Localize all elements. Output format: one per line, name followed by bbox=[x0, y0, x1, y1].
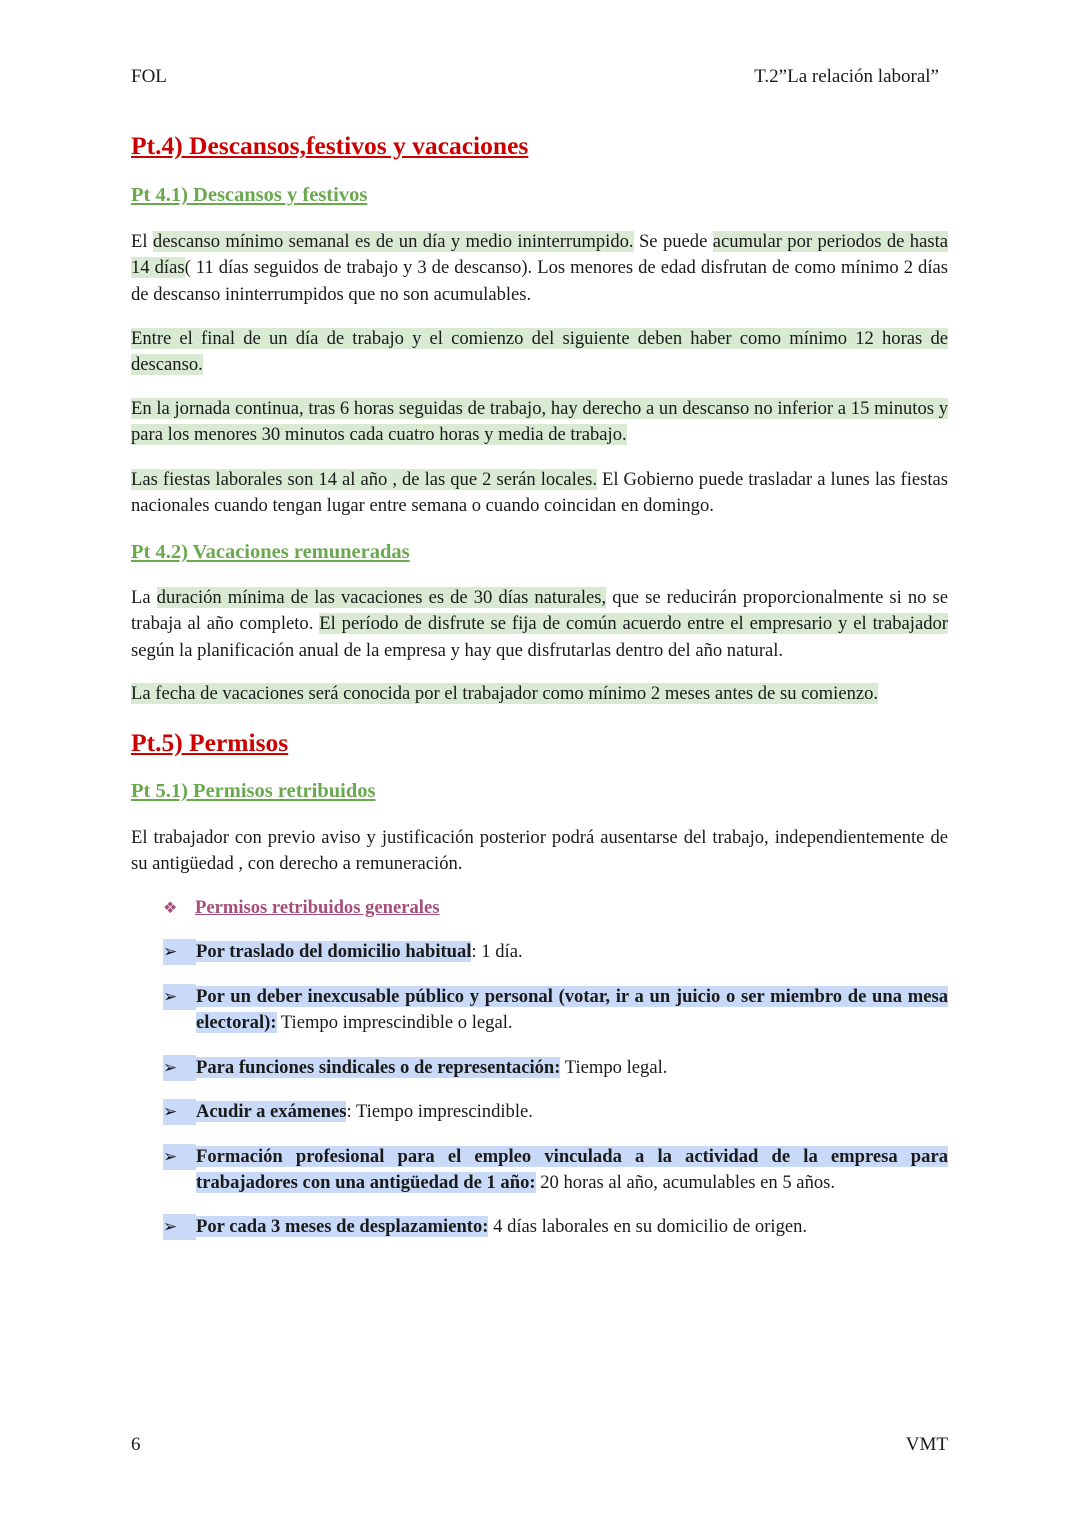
paragraph-vacation-notice bbox=[131, 681, 948, 707]
subsection-4-1-title: Pt 4.1) Descansos y festivos bbox=[131, 184, 368, 206]
item-value: : Tiempo imprescindible. bbox=[346, 1101, 533, 1122]
item-label: Acudir a exámenes bbox=[196, 1101, 347, 1122]
list-item bbox=[163, 1099, 948, 1125]
subsection-4-2-title: Pt 4.2) Vacaciones remuneradas bbox=[131, 541, 410, 563]
item-value: Tiempo legal. bbox=[560, 1057, 668, 1078]
item-value: Tiempo imprescindible o legal. bbox=[276, 1012, 513, 1034]
highlight: duración mínima de las vacaciones es de 30 días naturales, bbox=[156, 587, 607, 608]
paragraph-vacation-duration: La duración mínima de las vacaciones es de 30 días naturales, que se reducirán proporcionalmente si no se trabaja al año completo. El período de disfrute se fija de común acuerdo entre el empresario y el trabajador según la planificación anual de la empresa y hay que disfrutarlas dentro del año natural. bbox=[131, 587, 948, 661]
paragraph-holidays: Las fiestas laborales son 14 al año , de las que 2 serán locales. El Gobierno puede trasladar a lunes las fiestas nacionales cuando tengan lugar entre semana o cuando coincidan en domingo. bbox=[131, 469, 948, 517]
list-item bbox=[163, 1144, 948, 1197]
highlight: Las fiestas laborales son 14 al año , de las que 2 serán locales. bbox=[131, 469, 597, 490]
header-topic: T.2”La relación laboral” bbox=[754, 66, 939, 87]
item-value: 20 horas al año, acumulables en 5 años. bbox=[535, 1172, 836, 1194]
paragraph-weekly-rest: El descanso mínimo semanal es de un día y medio ininterrumpido. Se puede acumular por periodos de hasta 14 días( 11 días seguidos de trabajo y 3 de descanso). Los menores de edad disfrutan de como mínimo 2 días de descanso ininterrumpidos que no son acumulables. bbox=[131, 231, 948, 305]
item-label: Para funciones sindicales o de representación: bbox=[196, 1057, 561, 1078]
list-item bbox=[163, 1055, 948, 1081]
item-value: 4 días laborales en su domicilio de origen. bbox=[488, 1216, 808, 1237]
highlight: En la jornada continua, tras 6 horas seguidas de trabajo, hay derecho a un descanso no inferior a 15 minutos y para los menores 30 minutos cada cuatro horas y media de trabajo. bbox=[131, 398, 948, 446]
document-page bbox=[131, 0, 948, 1525]
arrow-bullet-icon: ➢ bbox=[163, 1144, 196, 1170]
highlight: La fecha de vacaciones será conocida por el trabajador como mínimo 2 meses antes de su comienzo. bbox=[131, 683, 879, 704]
paragraph-permits-intro: El trabajador con previo aviso y justificación posterior podrá ausentarse del trabajo, independientemente de su antigüedad , con derecho a remuneración. bbox=[131, 827, 948, 875]
arrow-bullet-icon: ➢ bbox=[163, 1214, 196, 1240]
subsection-5-1-title: Pt 5.1) Permisos retribuidos bbox=[131, 780, 376, 802]
paragraph-continuous-shift bbox=[131, 396, 948, 449]
highlight: descanso mínimo semanal es de un día y medio ininterrumpido. bbox=[152, 231, 634, 252]
item-label: Por cada 3 meses de desplazamiento: bbox=[196, 1216, 489, 1237]
list-heading-label: Permisos retribuidos generales bbox=[195, 897, 440, 918]
item-label: Formación profesional para el empleo vinculada a la actividad de la empresa para trabajadores con una antigüedad de 1 año: bbox=[196, 1146, 948, 1194]
list-item bbox=[163, 939, 948, 965]
arrow-bullet-icon: ➢ bbox=[163, 984, 196, 1010]
section-4-title: Pt.4) Descansos,festivos y vacaciones bbox=[131, 131, 529, 160]
footer-author: VMT bbox=[905, 1434, 948, 1455]
item-label: Por traslado del domicilio habitual bbox=[196, 941, 472, 962]
header-subject: FOL bbox=[131, 66, 167, 87]
list-item bbox=[163, 1214, 948, 1240]
item-value: : 1 día. bbox=[471, 941, 523, 962]
list-item bbox=[163, 984, 948, 1037]
list-heading bbox=[163, 895, 439, 922]
page-number: 6 bbox=[131, 1434, 141, 1455]
arrow-bullet-icon: ➢ bbox=[163, 939, 196, 965]
arrow-bullet-icon: ➢ bbox=[163, 1055, 196, 1081]
item-label: Por un deber inexcusable público y personal (votar, ir a un juicio o ser miembro de una mesa electoral): bbox=[196, 986, 948, 1034]
arrow-bullet-icon: ➢ bbox=[163, 1099, 196, 1125]
paragraph-daily-rest bbox=[131, 326, 948, 379]
highlight: acumular por periodos de hasta 14 días bbox=[131, 231, 948, 279]
highlight: El período de disfrute se fija de común acuerdo entre el empresario y el trabajador bbox=[319, 613, 948, 635]
highlight: Entre el final de un día de trabajo y el comienzo del siguiente deben haber como mínimo 12 horas de descanso. bbox=[131, 328, 948, 376]
diamond-bullet-icon: ❖ bbox=[163, 900, 178, 917]
section-5-title: Pt.5) Permisos bbox=[131, 728, 289, 757]
